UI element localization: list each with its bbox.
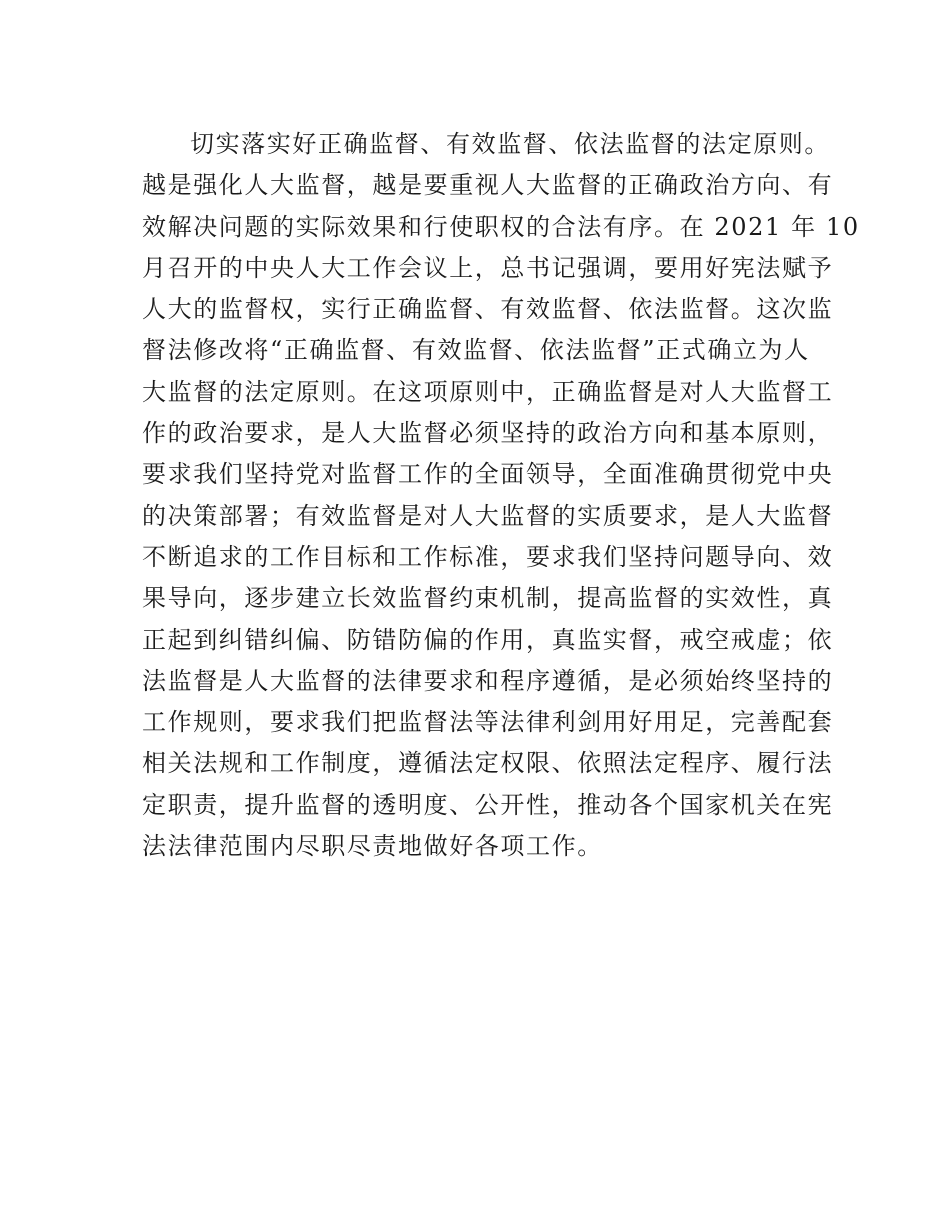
paragraph-line: 切实落实好正确监督、有效监督、依法监督的法定原则。 (190, 130, 830, 158)
paragraph-line: 的决策部署；有效监督是对人大监督的实质要求，是人大监督 (142, 501, 834, 530)
body-paragraph (142, 124, 860, 867)
paragraph-line: 人大的监督权，实行正确监督、有效监督、依法监督。这次监 (142, 295, 834, 324)
paragraph-line: 果导向，逐步建立长效监督约束机制，提高监督的实效性，真 (142, 584, 834, 613)
paragraph-line: 正起到纠错纠偏、防错防偏的作用，真监实督，戒空戒虚；依 (142, 625, 834, 654)
paragraph-line: 要求我们坚持党对监督工作的全面领导，全面准确贯彻党中央 (142, 460, 834, 489)
paragraph-line: 越是强化人大监督，越是要重视人大监督的正确政治方向、有 (142, 171, 834, 200)
paragraph-line: 效解决问题的实际效果和行使职权的合法有序。在 2021 年 10 (142, 212, 860, 241)
paragraph-line: 相关法规和工作制度，遵循法定权限、依照法定程序、履行法 (142, 749, 834, 778)
paragraph-line: 定职责，提升监督的透明度、公开性，推动各个国家机关在宪 (142, 790, 834, 819)
paragraph-line: 不断追求的工作目标和工作标准，要求我们坚持问题导向、效 (142, 542, 834, 571)
paragraph-line: 大监督的法定原则。在这项原则中，正确监督是对人大监督工 (142, 377, 834, 406)
paragraph-line: 工作规则，要求我们把监督法等法律利剑用好用足，完善配套 (142, 708, 834, 737)
paragraph-line: 月召开的中央人大工作会议上，总书记强调，要用好宪法赋予 (142, 253, 834, 282)
paragraph-line: 法法律范围内尽职尽责地做好各项工作。 (142, 832, 603, 861)
paragraph-line: 法监督是人大监督的法律要求和程序遵循，是必须始终坚持的 (142, 666, 834, 695)
paragraph-line: 督法修改将“正确监督、有效监督、依法监督”正式确立为人 (142, 336, 810, 365)
paragraph-line: 作的政治要求，是人大监督必须坚持的政治方向和基本原则， (142, 419, 834, 448)
